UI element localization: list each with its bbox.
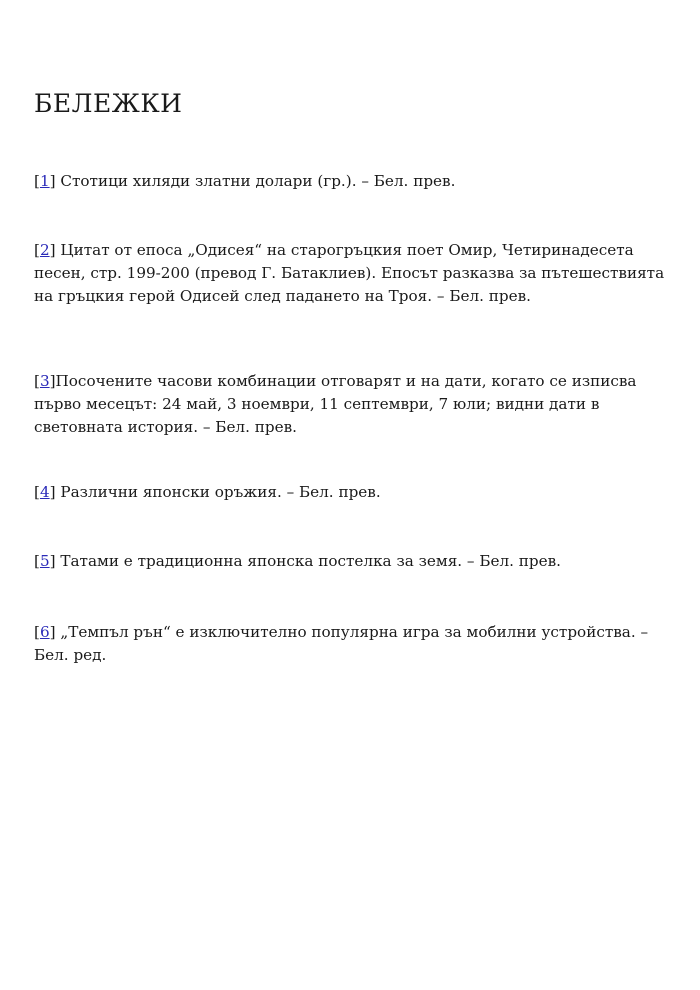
note-ref-link-6[interactable]: 6: [39, 623, 50, 641]
note-text-5: Татами е традиционна японска постелка за земя. – Бел. прев.: [60, 552, 562, 570]
note-4: [4] Различни японски оръжия. – Бел. прев.: [34, 483, 381, 501]
note-6: [6] „Темпъл рън“ е изключително популярна игра за мобилни устройства. – Бел. ред.: [34, 623, 649, 664]
note-ref-link-5[interactable]: 5: [39, 552, 50, 570]
note-3: [3]Посочените часови комбинации отговарят и на дати, когато се изписва първо месецът: 24 май, 3 ноември, 11 септември, 7 юли; видни дати в световната история. – Бел. прев.: [34, 372, 637, 436]
note-text-3: Посочените часови комбинации отговарят и на дати, когато се изписва първо месецът: 24 май, 3 ноември, 11 септември, 7 юли; видни дати в световната история. – Бел. прев.: [34, 372, 637, 436]
note-ref-link-3[interactable]: 3: [39, 372, 50, 390]
note-text-2: Цитат от епоса „Одисея“ на старогръцкия поет Омир, Четиринадесета песен, стр. 199-200 (превод Г. Батаклиев). Епосът разказва за пътешествията на гръцкия герой Одисей след падането на Троя. – Бел. прев.: [34, 241, 665, 305]
note-text-1: Стотици хиляди златни долари (гр.). – Бел. прев.: [60, 172, 456, 190]
note-1: [1] Стотици хиляди златни долари (гр.). – Бел. прев.: [34, 172, 456, 190]
note-ref-link-2[interactable]: 2: [39, 241, 50, 259]
page-title: БЕЛЕЖКИ: [34, 89, 183, 118]
note-ref-link-1[interactable]: 1: [39, 172, 50, 190]
note-text-4: Различни японски оръжия. – Бел. прев.: [60, 483, 381, 501]
note-ref-link-4[interactable]: 4: [39, 483, 50, 501]
note-2: [2] Цитат от епоса „Одисея“ на старогръцкия поет Омир, Четиринадесета песен, стр. 199-200 (превод Г. Батаклиев). Епосът разказва за пътешествията на гръцкия герой Одисей след падането на Троя. – Бел. прев.: [34, 241, 665, 305]
note-5: [5] Татами е традиционна японска постелка за земя. – Бел. прев.: [34, 552, 562, 570]
note-text-6: „Темпъл рън“ е изключително популярна игра за мобилни устройства. – Бел. ред.: [34, 623, 649, 664]
